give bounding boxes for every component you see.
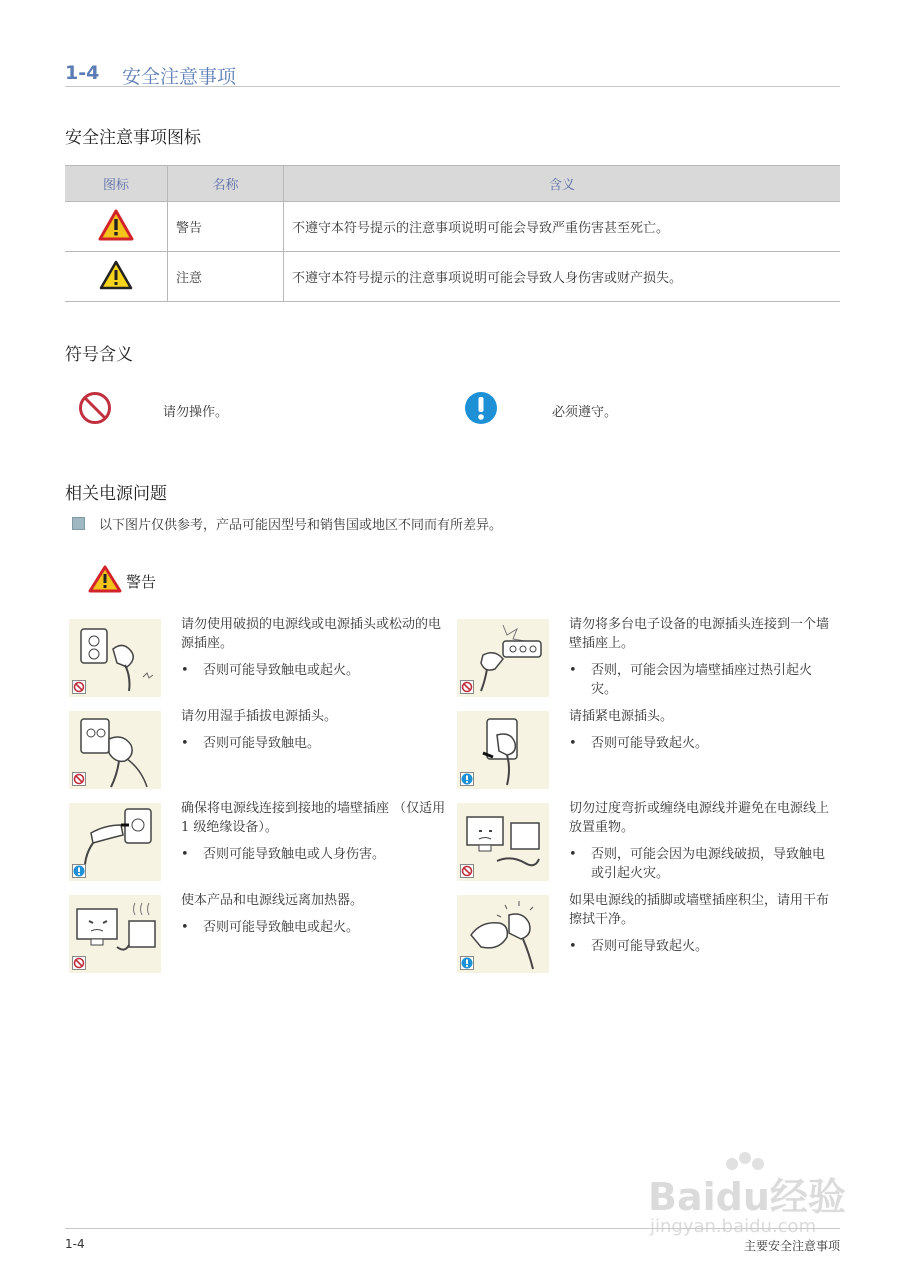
item-consequence: • 否则可能导致起火。	[569, 937, 834, 956]
item-instruction: 请勿用湿手插拔电源插头。	[181, 709, 338, 724]
note-icon	[72, 517, 85, 530]
chapter-name: 主要安全注意事项	[743, 1239, 840, 1253]
icons-section-title: 安全注意事项图标	[65, 128, 201, 148]
item-consequence: • 否则可能导致触电或起火。	[181, 918, 446, 937]
watermark-url: jingyan.baidu.com	[650, 1216, 817, 1237]
heater-illustration	[69, 895, 161, 973]
mandatory-badge-icon	[72, 864, 86, 878]
note-text: 以下图片仅供参考，产品可能因型号和销售国或地区不同而有所差异。	[99, 518, 503, 533]
prohibited-badge-icon	[460, 680, 474, 694]
item-instruction: 请勿将多台电子设备的电源插头连接到一个墙壁插座上。	[569, 617, 830, 651]
item-consequence: • 否则，可能会因为墙壁插座过热引起火灾。	[569, 661, 834, 699]
icon-name: 注意	[168, 252, 284, 302]
outlet-illustration	[69, 619, 161, 697]
plug-in-illustration	[457, 711, 549, 789]
watermark-brand: Bai	[648, 1175, 716, 1219]
table-row	[65, 252, 840, 302]
item-instruction: 确保将电源线连接到接地的墙壁插座 （仅适用 1 级绝缘设备）。	[181, 801, 446, 835]
list-item	[69, 803, 449, 887]
icon-meaning: 不遵守本符号提示的注意事项说明可能会导致人身伤害或财产损失。	[284, 252, 841, 302]
caution-yellow-triangle-icon	[99, 260, 133, 290]
prohibited-icon	[78, 391, 112, 425]
reference-note	[72, 514, 502, 533]
list-item	[457, 619, 837, 703]
list-item	[69, 711, 449, 795]
item-consequence: • 否则，可能会因为电源线破损，导致触电或引起火灾。	[569, 845, 834, 883]
wet-hand-illustration	[69, 711, 161, 789]
item-consequence: • 否则可能导致触电或起火。	[181, 661, 446, 680]
warning-red-triangle-icon	[88, 565, 122, 593]
item-consequence: • 否则可能导致触电。	[181, 734, 446, 753]
mandatory-badge-icon	[460, 956, 474, 970]
prohibited-badge-icon	[72, 956, 86, 970]
item-instruction: 请勿使用破损的电源线或电源插头或松动的电源插座。	[181, 617, 442, 651]
prohibited-badge-icon	[72, 680, 86, 694]
power-strip-illustration	[457, 619, 549, 697]
item-instruction: 切勿过度弯折或缠绕电源线并避免在电源线上放置重物。	[569, 801, 830, 835]
list-item	[69, 619, 449, 703]
list-item	[69, 895, 449, 979]
icon-meaning: 不遵守本符号提示的注意事项说明可能会导致严重伤害甚至死亡。	[284, 202, 841, 252]
item-instruction: 请插紧电源插头。	[569, 709, 674, 724]
item-consequence: • 否则可能导致触电或人身伤害。	[181, 845, 446, 864]
icons-table	[65, 165, 840, 302]
icon-cell	[65, 202, 168, 252]
wipe-plug-illustration	[457, 895, 549, 973]
mandatory-badge-icon	[460, 772, 474, 786]
crushed-cord-illustration	[457, 803, 549, 881]
list-item	[457, 895, 837, 979]
page-header	[65, 60, 840, 87]
section-title: 安全注意事项	[122, 66, 237, 88]
col-header-icon: 图标	[65, 166, 168, 202]
col-header-meaning: 含义	[284, 166, 841, 202]
prohibited-badge-icon	[460, 864, 474, 878]
warning-red-triangle-icon	[98, 209, 134, 241]
baidu-watermark	[640, 1150, 850, 1245]
warning-label: 警告	[126, 573, 157, 591]
col-header-name: 名称	[168, 166, 284, 202]
watermark-brand-cn: 经验	[769, 1175, 846, 1219]
icon-name: 警告	[168, 202, 284, 252]
power-section-title: 相关电源问题	[65, 484, 167, 504]
item-consequence: • 否则可能导致起火。	[569, 734, 834, 753]
mandatory-icon	[464, 391, 498, 425]
icon-cell	[65, 252, 168, 302]
item-instruction: 使本产品和电源线远离加热器。	[181, 893, 364, 908]
table-row	[65, 202, 840, 252]
symbols-section-title: 符号含义	[65, 345, 133, 365]
section-number: 1-4	[65, 62, 100, 84]
list-item	[457, 803, 837, 887]
page-footer	[65, 1228, 840, 1253]
mandatory-label: 必须遵守。	[552, 405, 618, 420]
item-instruction: 如果电源线的插脚或墙壁插座积尘，请用干布擦拭干净。	[569, 893, 830, 927]
grounded-outlet-illustration	[69, 803, 161, 881]
list-item	[457, 711, 837, 795]
page-number: 1-4	[65, 1237, 85, 1251]
warning-heading	[88, 565, 156, 593]
prohibited-label: 请勿操作。	[163, 405, 229, 420]
watermark-brand2: du	[715, 1175, 770, 1219]
prohibited-badge-icon	[72, 772, 86, 786]
